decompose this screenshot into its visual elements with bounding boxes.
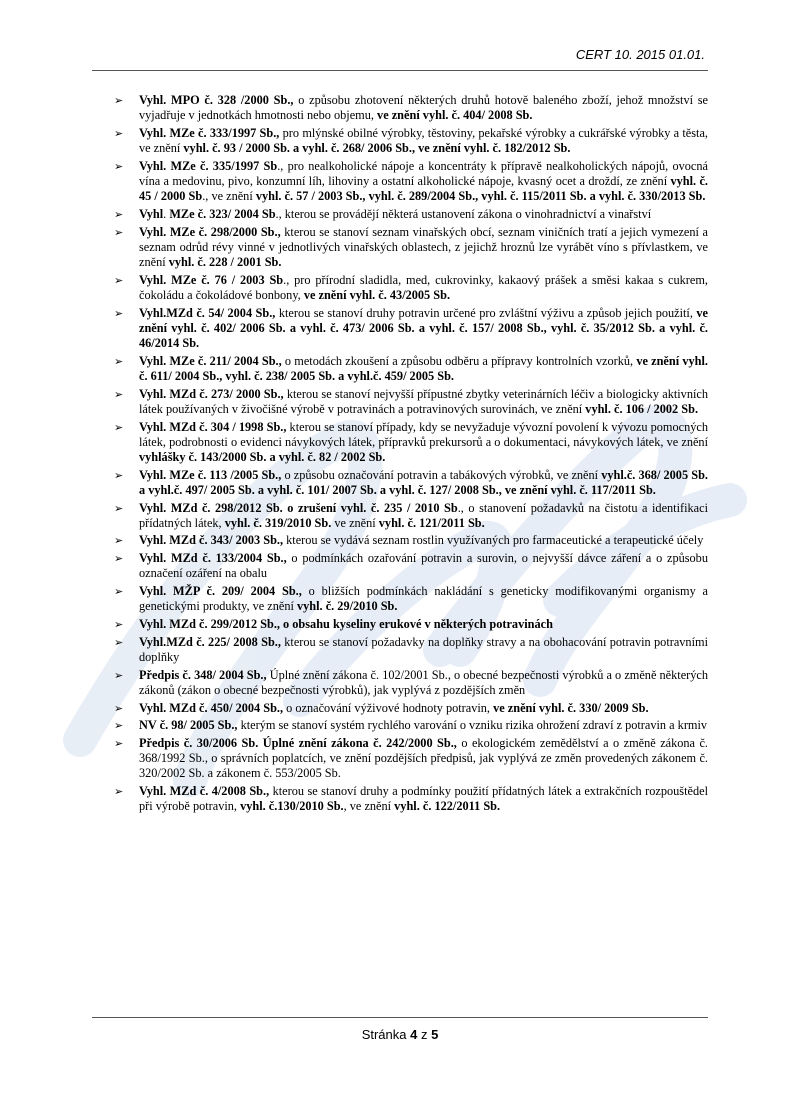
footer-separator: z: [417, 1027, 432, 1042]
list-item: [112, 617, 708, 632]
list-item: [112, 207, 708, 222]
current-page-number: 4: [410, 1027, 418, 1042]
arrow-bullet-icon: ➢: [114, 736, 124, 750]
list-item: [112, 126, 708, 156]
regulation-text: o bližších podmínkách nakládání s geneticky modifikovanými organismy a genetickými produkty, ve znění: [139, 584, 709, 614]
regulation-bold-text: Vyhl. MŽP č. 209/ 2004 Sb.,: [139, 584, 302, 599]
regulation-bold-text: ve znění vyhl. č. 611/ 2004 Sb., vyhl. č. 238/ 2005 Sb. a vyhl.č. 459/ 2005 Sb.: [139, 353, 708, 383]
document-header: CERT 10. 2015 01.01.: [575, 47, 705, 62]
list-item: [112, 468, 708, 498]
regulations-list: [112, 93, 708, 817]
regulation-text: kterou se stanoví nejvyšší přípustné zbytky veterinárních léčiv a biologicky aktivních látek používaných v živočišné výrobě v potravinách a potravinových surovinách, ve znění: [139, 386, 709, 416]
regulation-bold-text: vyhl. č. 122/2011 Sb.: [394, 799, 501, 814]
list-item: [112, 225, 708, 271]
regulation-bold-text: vyhl. č. 93 / 2000 Sb. a vyhl. č. 268/ 2006 Sb., ve znění vyhl. č. 182/2012 Sb.: [183, 141, 571, 156]
list-item: [112, 736, 708, 782]
regulation-bold-text: Vyhl. MZe č. 76 / 2003 Sb: [139, 272, 284, 287]
regulation-text: kterou se stanoví druhy a podmínky použití přídatných látek a extrakčních rozpouštědel při výrobě potravin,: [139, 784, 708, 814]
regulation-bold-text: vyhl. č. 106 / 2002 Sb.: [585, 401, 699, 416]
regulation-text: kterou se stanoví seznam vinařských obcí, seznam viničních tratí a jejich vymezení a seznam odrůd révy vinné v jednotlivých vinařských oblastech, z jejichž hroznů lze vyrábět víno s přívlastkem, ve znění: [139, 224, 708, 270]
regulation-text: o metodách zkoušení a způsobu odběru a přípravy kontrolních vzorků,: [281, 353, 637, 368]
regulation-bold-text: Vyhl. MZd č. 133/2004 Sb.,: [139, 551, 287, 566]
regulation-bold-text: ve znění vyhl. č. 404/ 2008 Sb.: [377, 108, 533, 123]
regulation-bold-text: Vyhl. MZe č. 113 /2005 Sb.,: [139, 467, 282, 482]
list-item: [112, 701, 708, 716]
regulation-text: pro mlýnské obilné výrobky, těstoviny, pekařské výrobky a cukrářské výrobky a těsta, ve znění: [139, 125, 709, 156]
arrow-bullet-icon: ➢: [114, 701, 124, 715]
arrow-bullet-icon: ➢: [114, 273, 124, 287]
regulation-bold-text: vyhl. č. 319/2010 Sb.: [224, 515, 332, 530]
list-item: [112, 387, 708, 417]
list-item: [112, 420, 708, 466]
arrow-bullet-icon: ➢: [114, 225, 124, 239]
regulation-text: o způsobu zhotovení některých druhů hotově baleného zboží, jehož množství se vyjadřuje v jednotkách hmotnosti nebo objemu,: [139, 93, 708, 123]
list-item: [112, 159, 708, 205]
regulation-text: kterou se stanoví požadavky na doplňky stravy a na obohacování potravin potravními doplňky: [139, 634, 708, 664]
regulation-bold-text: vyhl. č. 57 / 2003 Sb., vyhl. č. 289/2004 Sb., vyhl. č. 115/2011 Sb. a vyhl. č. 330/2013 Sb.: [255, 189, 706, 204]
regulation-bold-text: MZe č. 298/2000 Sb.,: [169, 224, 281, 239]
regulation-bold-text: MZe č. 323/ 2004 Sb: [169, 206, 276, 221]
regulation-text: ., o stanovení požadavků na čistotu a identifikaci přídatných látek,: [139, 500, 708, 530]
regulation-bold-text: Vyhl. MZe č. 335/1997 Sb: [139, 158, 278, 173]
arrow-bullet-icon: ➢: [114, 126, 124, 140]
regulation-bold-text: NV č. 98/ 2005 Sb.,: [139, 718, 238, 733]
regulation-text: kterou se vydává seznam rostlin využívaných pro farmaceutické a terapeutické účely: [283, 533, 704, 548]
regulation-bold-text: Vyhl. MZd č. 4/2008 Sb.,: [139, 784, 270, 799]
list-item: [112, 668, 708, 698]
regulation-bold-text: Vyhl. MZe č. 333/1997 Sb.,: [139, 125, 280, 140]
regulation-text: ., ve znění: [202, 189, 256, 204]
list-item: [112, 551, 708, 581]
arrow-bullet-icon: ➢: [114, 785, 124, 799]
regulation-text: kterou se stanoví druhy potravin určené pro zvláštní výživu a způsob jejich použití,: [275, 305, 697, 320]
regulation-text: ., pro přírodní sladidla, med, cukrovinky, kakaový prášek a směsi kakaa s cukrem, čokoládu a čokoládové bonbony,: [139, 272, 708, 302]
arrow-bullet-icon: ➢: [114, 94, 124, 107]
regulation-bold-text: vyhl.č. 368/ 2005 Sb. a vyhl.č. 497/ 2005 Sb. a vyhl. č. 101/ 2007 Sb. a vyhl. č. 127/ 2008 Sb., ve znění vyhl. č. 117/2011 Sb.: [139, 467, 708, 497]
regulation-text: o ekologickém zemědělství a o změně zákona č. 368/1992 Sb., o správních poplatcích, ve znění pozdějších předpisů, jak vyplývá ze změn provedených zákonem č. 320/2002 Sb. a zákonem č. 553/2005 Sb.: [139, 735, 709, 781]
total-pages: 5: [431, 1027, 439, 1042]
regulation-bold-text: ve znění vyhl. č. 43/2005 Sb.: [303, 287, 451, 302]
arrow-bullet-icon: ➢: [114, 719, 124, 733]
arrow-bullet-icon: ➢: [114, 468, 124, 482]
arrow-bullet-icon: ➢: [114, 635, 124, 649]
regulation-bold-text: Předpis č. 30/2006 Sb. Úplné znění zákona č. 242/2000 Sb.,: [139, 735, 457, 750]
regulation-bold-text: Vyhl. MZd č. 343/ 2003 Sb.,: [139, 533, 284, 548]
footer-prefix: Stránka: [361, 1027, 411, 1042]
list-item: [112, 354, 708, 384]
regulation-bold-text: vyhl. č.130/2010 Sb.: [240, 799, 344, 814]
arrow-bullet-icon: ➢: [114, 585, 124, 599]
list-item: [112, 533, 708, 548]
regulation-bold-text: Předpis č. 348/ 2004 Sb.,: [139, 667, 267, 682]
regulation-bold-text: Vyhl.: [139, 224, 170, 239]
list-item: [112, 93, 708, 123]
regulation-bold-text: Vyhl. MZd č. 273/ 2000 Sb.,: [139, 386, 284, 401]
regulation-text: ., kterou se provádějí některá ustanovení zákona o vinohradnictví a vinařství: [275, 206, 652, 221]
regulation-text: o podmínkách ozařování potravin a surovin, o nejvyšší dávce záření a o způsobu označení ozáření na obalu: [139, 551, 708, 581]
regulation-text: Úplné znění zákona č. 102/2001 Sb., o obecné bezpečnosti výrobků a o změně některých zákonů (zákon o obecné bezpečnosti výrobků), jak vyplývá z pozdějších změn: [139, 667, 708, 697]
header-divider: [92, 70, 708, 71]
regulation-text: , ve znění: [343, 799, 395, 814]
arrow-bullet-icon: ➢: [114, 668, 124, 682]
regulation-text: .: [163, 206, 170, 221]
list-item: [112, 635, 708, 665]
regulation-bold-text: vyhlášky č. 143/2000 Sb. a vyhl. č. 82 / 2002 Sb.: [139, 449, 386, 464]
arrow-bullet-icon: ➢: [114, 501, 124, 515]
arrow-bullet-icon: ➢: [114, 420, 124, 434]
regulation-text: o označování výživové hodnoty potravin,: [283, 700, 494, 715]
arrow-bullet-icon: ➢: [114, 306, 124, 320]
list-item: [112, 501, 708, 531]
list-item: [112, 306, 708, 352]
regulation-bold-text: Vyhl: [139, 206, 164, 221]
arrow-bullet-icon: ➢: [114, 387, 124, 401]
page-footer: [0, 1027, 800, 1042]
regulation-bold-text: Vyhl. MPO č. 328 /2000 Sb.,: [139, 93, 294, 107]
footer-divider: [92, 1017, 708, 1018]
arrow-bullet-icon: ➢: [114, 618, 124, 631]
regulation-bold-text: Vyhl.MZd č. 54/ 2004 Sb.,: [139, 305, 276, 320]
regulation-bold-text: Vyhl. MZd č. 450/ 2004 Sb.,: [139, 700, 284, 715]
arrow-bullet-icon: ➢: [114, 354, 124, 368]
regulation-bold-text: Vyhl. MZd č. 304 / 1998 Sb.,: [139, 419, 287, 434]
regulation-text: ve znění: [331, 515, 379, 530]
regulation-bold-text: Vyhl. MZd č. 299/2012 Sb., o obsahu kyseliny erukové v některých potravinách: [139, 617, 553, 631]
list-item: [112, 584, 708, 614]
regulation-text: kterou se stanoví případy, kdy se nevyžaduje vývozní povolení k vývozu pomocných látek, podrobnosti o evidenci návykových látek, přípravků prekursorů a o dokumentaci, návykových látek, ve znění: [139, 419, 708, 449]
arrow-bullet-icon: ➢: [114, 534, 124, 548]
regulation-bold-text: vyhl. č. 29/2010 Sb.: [297, 599, 398, 614]
regulation-text: kterým se stanoví systém rychlého varování o vzniku rizika ohrožení zdraví z potravin a krmiv: [237, 718, 708, 733]
regulation-text: ., pro nealkoholické nápoje a koncentráty k přípravě nealkoholických nápojů, ovocná vína a medovinu, pivo, konzumní líh, lihoviny a ostatní alkoholické nápoje, kvasný ocet a droždí, ze znění: [139, 158, 708, 189]
regulation-bold-text: Vyhl.MZd č. 225/ 2008 Sb.,: [139, 634, 281, 649]
arrow-bullet-icon: ➢: [114, 552, 124, 566]
regulation-bold-text: Vyhl. MZd č. 298/2012 Sb. o zrušení vyhl. č. 235 / 2010 Sb: [139, 500, 458, 515]
regulation-text: o způsobu označování potravin a tabákových výrobků, ve znění: [281, 467, 602, 482]
regulation-bold-text: ve znění vyhl. č. 330/ 2009 Sb.: [493, 700, 649, 715]
regulation-bold-text: Vyhl. MZe č. 211/ 2004 Sb.,: [139, 353, 282, 368]
regulation-bold-text: vyhl. č. 121/2011 Sb.: [378, 515, 485, 530]
list-item: [112, 784, 708, 814]
regulation-bold-text: vyhl. č. 45 / 2000 Sb: [139, 174, 709, 204]
list-item: [112, 718, 708, 733]
regulation-bold-text: ve znění vyhl. č. 402/ 2006 Sb. a vyhl. č. 473/ 2006 Sb. a vyhl. č. 157/ 2008 Sb., vyhl. č. 35/2012 Sb. a vyhl. č. 46/2014 Sb.: [139, 305, 708, 351]
regulation-bold-text: vyhl. č. 228 / 2001 Sb.: [168, 255, 282, 270]
arrow-bullet-icon: ➢: [114, 159, 124, 173]
list-item: [112, 273, 708, 303]
arrow-bullet-icon: ➢: [114, 207, 124, 221]
